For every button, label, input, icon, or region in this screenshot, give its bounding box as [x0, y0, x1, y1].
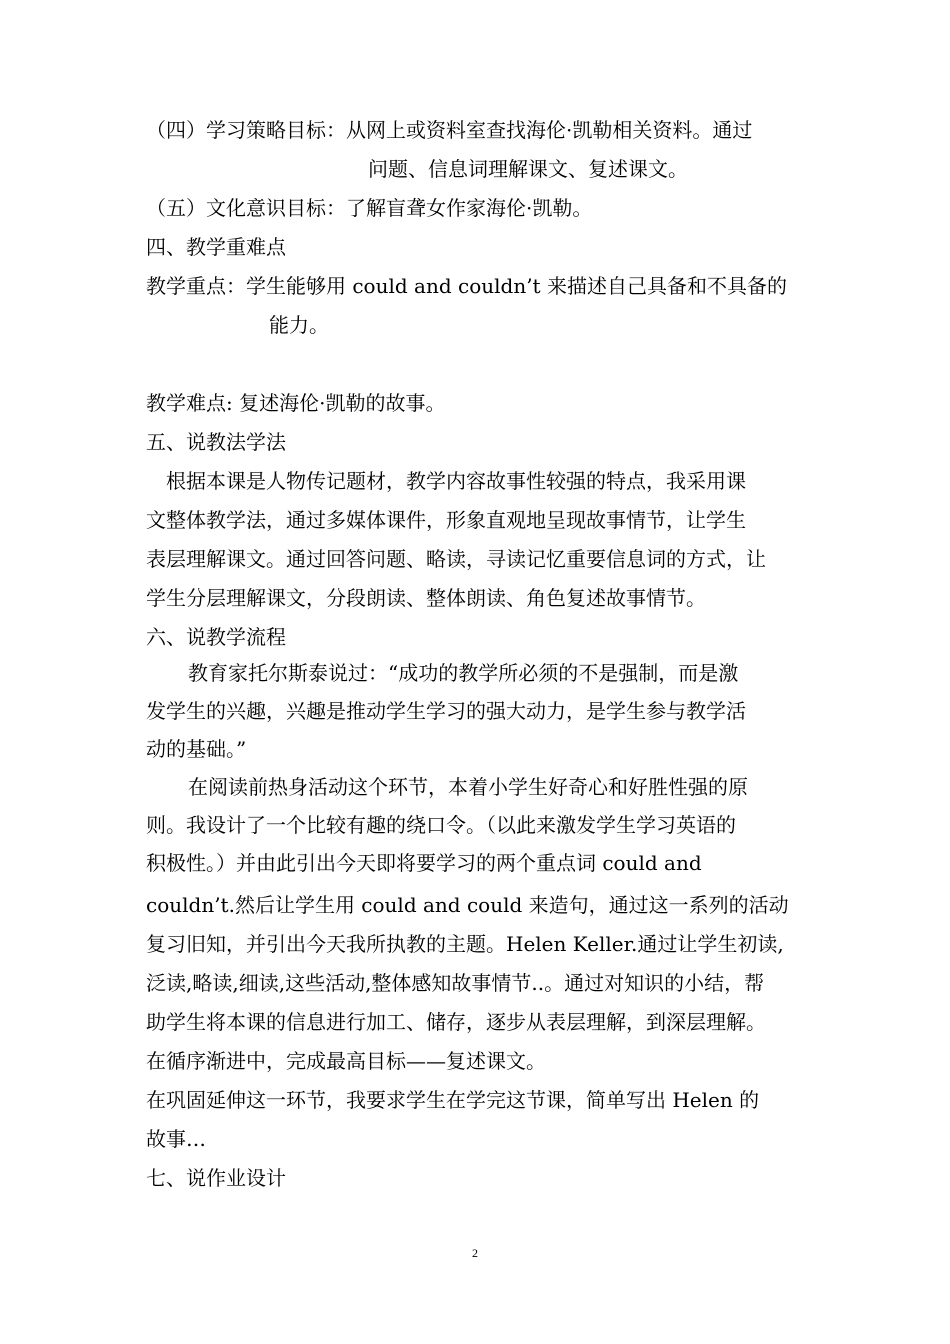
text-line: 发学生的兴趣，兴趣是推动学生学习的强大动力，是学生参与教学活 — [146, 699, 746, 723]
section-heading: 七、说作业设计 — [146, 1166, 286, 1190]
text-line: 积极性。）并由此引出今天即将要学习的两个重点词 could and — [146, 851, 702, 875]
text-line: 问题、信息词理解课文、复述课文。 — [368, 157, 688, 181]
text-line: 在巩固延伸这一环节，我要求学生在学完这节课，简单写出 Helen 的 — [146, 1088, 760, 1112]
text-line: 泛读,略读,细读,这些活动,整体感知故事情节..。通过对知识的小结，帮 — [146, 971, 765, 995]
text-line: 教学难点: 复述海伦·凯勒的故事。 — [146, 391, 446, 415]
text-line: 复习旧知，并引出今天我所执教的主题。Helen Keller.通过让学生初读, — [146, 932, 784, 956]
section-heading: 四、教学重难点 — [146, 235, 286, 259]
text-line: couldn’t.然后让学生用 could and could 来造句，通过这一系列的活动 — [146, 893, 789, 917]
text-line: 助学生将本课的信息进行加工、储存，逐步从表层理解，到深层理解。 — [146, 1010, 766, 1034]
page-number: 2 — [472, 1246, 478, 1260]
text-line: 表层理解课文。通过回答问题、略读，寻读记忆重要信息词的方式，让 — [146, 547, 766, 571]
text-line: 教育家托尔斯泰说过：“成功的教学所必须的不是强制，而是激 — [188, 661, 739, 685]
text-line: 动的基础。” — [146, 737, 247, 761]
text-line: 教学重点：学生能够用 could and couldn’t 来描述自己具备和不具备的 — [146, 274, 787, 298]
text-line: 在循序渐进中，完成最高目标——复述课文。 — [146, 1049, 546, 1073]
text-line: （五）文化意识目标：了解盲聋女作家海伦·凯勒。 — [146, 196, 593, 220]
section-heading: 五、说教法学法 — [146, 430, 286, 454]
section-heading: 六、说教学流程 — [146, 625, 286, 649]
text-line: 能力。 — [269, 313, 329, 337]
text-line: 根据本课是人物传记题材，教学内容故事性较强的特点，我采用课 — [166, 469, 746, 493]
text-line: 在阅读前热身活动这个环节，本着小学生好奇心和好胜性强的原 — [188, 775, 748, 799]
text-line: （四）学习策略目标：从网上或资料室查找海伦·凯勒相关资料。通过 — [146, 118, 753, 142]
text-line: 则。我设计了一个比较有趣的绕口令。（以此来激发学生学习英语的 — [146, 813, 736, 837]
text-line: 文整体教学法，通过多媒体课件，形象直观地呈现故事情节，让学生 — [146, 508, 746, 532]
text-line: 故事… — [146, 1127, 206, 1151]
text-line: 学生分层理解课文，分段朗读、整体朗读、角色复述故事情节。 — [146, 586, 706, 610]
